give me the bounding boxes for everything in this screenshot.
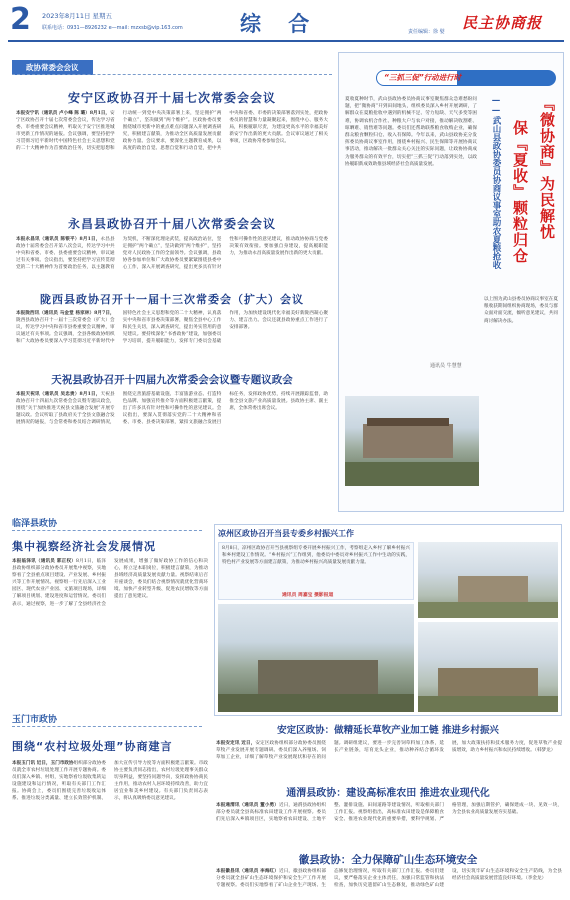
headline-anning: 安宁区政协召开十届七次常委会会议 [67, 91, 276, 105]
headline-yumen: 围绕“农村垃圾处理”协商建言 [12, 740, 173, 753]
sidebar-credit: 通讯员 牛慧慧 [430, 363, 462, 369]
article-tongwei [216, 802, 562, 846]
article-longxi [16, 310, 328, 368]
headline-yongchang: 永昌县政协召开十届八次常委会会议 [67, 217, 276, 231]
byline-longxi: 本报陇西讯（通讯员 马金堂 杨家林）8月7日， [16, 311, 115, 316]
byline-anding: 本报安定讯 近日， [216, 741, 256, 746]
editor-credit: 责任编辑：徐 嬖 [408, 29, 445, 35]
sidebar-article: 夏收夏种时节，武山县政协委员协商议事室聚焦群众急难愁盼问题，把“微协商”开到田间地头，组织委员深入乡村开展调研，了解群众在夏粮抢收中遇到的机械不足、劳力短缺、天气多变等困难，协调农机合作社、种粮大户与农户对接，推动解决收割难、晾晒难、销售难等问题。委员们还帮助联系粮食收购企业，确保群众粮食颗粒归仓、收入有保障。今年以来，武山县政协充分发挥委员协商议事室作用，围绕乡村振兴、民生保障等开展协商议事活动，推动解决一批群众关心关注的实际问题，让政协协商成为服务群众的有效平台，切实把“三抓三促”行动落到实处，以政协履职新成效助推县域经济社会高质量发展。 [345, 97, 477, 167]
text-yongchang: 永昌县政协十届常委会召开第八次会议，传达学习中共中央和省委、市委、县委重要会议精神，审议通过有关事项。会议指出，要坚持把学习宣传贯彻党的二十大精神作为首要政治任务，以主题教育为契机，不断深化理论武装，提高政治站位，坚定拥护“两个确立”，坚决做到“两个维护”，坚持党对人民政协工作的全面领导。会议强调，县政协各参加单位和广大政协委员要紧紧围绕县委中心工作，深入开展调查研究，提出更多具有针对性和可操作性的意见建议，推动政协协商与党委决策有效衔接。要加强自身建设，提高履职能力，为推动永昌高质量发展作出新的更大贡献。 [16, 237, 328, 271]
issue-date: 2023年8月11日 星期五 [42, 12, 113, 20]
text-anding: 安定区政协组织部分政协委员围绕草牧产业发展开展专题调研。委员们深入养殖场、饲草加工企业，详细了解草牧产业发展现状和存在的问题。调研组建议，要进一步完善饲草料加工体系，延长产业链条，培育龙头企业，推动种养结合循环发展，加大政策扶持和技术服务力度，促进草牧产业提质增效，助力乡村振兴和农民持续增收。（韩梦龙） [216, 741, 562, 761]
byline-linze: 本报临泽讯（通讯员 郭正权） [12, 559, 77, 564]
headline-linze: 集中视察经济社会发展情况 [12, 540, 156, 553]
text-longxi: 陇西县政协召开十一届十三次常委会（扩大）会议，传达学习中央和省市县委重要会议精神，审议通过有关事项。会议强调，全县各级政协组织和广大政协委员要深入学习贯彻习近平新时代中国特色社会主义思想和党的二十大精神，认真落实中央和省市县委决策部署，聚焦全县中心工作和民生关切，深入调查研究，提出务实管用的意见建议。要持续深化“书香政协”建设，加强委员学习培训，提升履职能力，发挥专门委员会基础作用，为加快建设现代化幸福美好新陇西凝心聚力、建言出力。会议还就县政协重点工作进行了安排部署。 [16, 311, 328, 345]
section-label-yumen: 玉门市政协 [12, 715, 58, 725]
article-linze [12, 558, 208, 658]
byline-yumen: 本报玉门讯 近日，玉门市政协 [12, 761, 74, 766]
header-rule [8, 40, 564, 42]
feature-title: 凉州区政协召开当县专委乡村振兴工作 [218, 529, 354, 538]
sidebar-subhead: ——武山县政协委员协商议事室助农夏粮抢收 [491, 96, 501, 269]
headline-longxi: 陇西县政协召开十一届十三次常委会（扩大）会议 [40, 293, 304, 306]
section-title: 综 合 [240, 12, 320, 36]
contact-info: 联系电话：0931—8926232 e—mail: mzxsb@vip.163.com [42, 25, 183, 31]
byline-yongchang: 本报永昌讯（通讯员 陈银平）8月1日， [16, 237, 101, 242]
article-tianzhu [16, 391, 328, 511]
article-anding [216, 740, 562, 778]
headline-tongwei: 通渭县政协：建设高标准农田 推进农业现代化 [286, 788, 490, 799]
newspaper-logo: 民主协商报 [462, 14, 543, 32]
feature-photo-1 [418, 542, 558, 618]
byline-huixian: 本报徽县讯（通讯员 李海红） [216, 869, 279, 874]
byline-anning: 本报安宁讯（通讯员 卢小峰 陈 璐）8月1日， [16, 111, 111, 116]
article-yumen [12, 760, 208, 888]
text-tianzhu: 天祝县政协召开十四届九次常委会会议暨专题议政会，围绕“关于加快推进天祝县文旅融合发展”开展专题议政。会议听取了县政府关于全县文旅融合发展情况的通报，与会常委和委员结合调研情况，围绕完善旅游基础设施、丰富旅游业态、打造特色品牌、加强宣传推介等方面积极建言献策，提出了许多具有针对性和可操作性的意见建议。会议指出，要深入贯彻落实党的二十大精神和省委、市委、县委决策部署，紧扣文旅融合发展目标任务，发挥政协优势，持续开展跟踪监督，助推全县文旅产业高质量发展。县政协主席、副主席，全体常委出席会议。 [16, 392, 328, 426]
feature-caption: 8月8日，凉州区政协召开当县视察组专委开展乡村振兴工作，考察组走入乡村了解乡村振兴和乡村建设工作情况。“乡村振兴”工作组到，他委员中委员对乡村振兴工作中生动的实践，特色村产业发展等方面建言献策，为推动乡村振兴高质量发展贡献力量。 [222, 546, 410, 565]
sidebar-photo-caption: 以上图为武山县委员协商议事室在夏粮收获期间组织协商现场，委员与群众面对面交流，倾听意见建议，共同商讨解决办法。 [484, 297, 558, 324]
yumen-rule [12, 726, 202, 727]
byline-tongwei: 本报通渭讯（通讯员 董小勇） [216, 803, 279, 808]
text-huixian: 近日，徽县政协组织部分委员就全县矿山生态环境保护和安全生产工作开展专题视察。委员们实地察看了矿山企业生产现场、生态修复治理情况，听取有关部门工作汇报。委员们建议，要严格落实企业主体责任，加强日常监管和执法检查，加快历史遗留矿山生态修复，推动绿色矿山建设，切实筑牢矿山生态环境和安全生产防线，为全县经济社会高质量发展营造良好环境。（李金龙） [216, 869, 562, 889]
text-tongwei: 近日，通渭县政协组织部分委员就全县高标准农田建设工作开展视察。委员们先后深入乡镇项目区，实地察看农田建设、土地平整、灌排设施、田间道路等建设情况，听取相关部门工作汇报。视察组指出，高标准农田建设是保障粮食安全、推进农业现代化的重要举措，要科学规划、严格管理，加强后期管护，确保建成一块、见效一块，为全县农业高质量发展夯实基础。 [216, 803, 562, 823]
feature-photo-2 [218, 604, 414, 712]
sidebar-photo [345, 396, 479, 486]
headline-huixian: 徽县政协：全力保障矿山生态环境安全 [298, 854, 478, 866]
section-label-linze: 临泽县政协 [12, 519, 58, 529]
text-linze: 8月1日，临泽县政协组织部分政协委员开展集中视察，实地察看了全县重点项目建设、产业发展、乡村振兴等工作开展情况。视察组一行先后深入工业园区、现代农业产业园、文旅项目现场，详细了解项目规划、建设进度和运营情况。委员们表示，通过视察，进一步了解了全县经济社会发展成果，增强了做好政协工作的信心和决心，将立足本职岗位，积极建言献策，为推动县域经济高质量发展贡献力量。视察结束后召开座谈会，委员们结合视察情况就优化营商环境、加快产业转型升级、促进农民增收等方面提出了意见建议。 [12, 559, 208, 607]
linze-rule [12, 530, 202, 531]
sidebar-headline-1: 『微协商』为民解忧 [538, 96, 556, 240]
campaign-banner-text: “三抓三促”行动进行时 [384, 73, 462, 82]
article-huixian [216, 868, 562, 896]
text-yumen: 组织部分政协委员就全市农村垃圾处理工作开展专题协商。委员们深入乡镇、村组，实地察看垃圾收集转运设施建设和运行情况，听取有关部门工作汇报。协商会上，委员们围绕完善垃圾收运体系、推进垃圾分类减量、建立长效管护机制、加大宣传引导力度等方面积极建言献策。市政协主要负责同志指出，农村垃圾处理事关群众切身利益，要坚持问题导向，发挥政协协商民主作用，推动农村人居环境持续改善，助力宜居宜业和美乡村建设。有关部门负责同志表示，将认真吸纳委员意见建议。 [12, 761, 208, 802]
text-anning: 安宁区政协召开十届七次常委会会议，传达学习省委、市委重要会议精神，听取关于安宁区推进城市更新工作情况的通报。会议强调，要坚持把学习贯彻习近平新时代中国特色社会主义思想和党的二十大精神作为首要政治任务，切实把思想和行动统一到党中央决策部署上来，坚定拥护“两个确立”，坚决做到“两个维护”。区政协委员要围绕城市更新中的重点难点问题深入开展调查研究，积极建言献策，为推动全区高质量发展贡献政协力量。会议要求，要深化主题教育成果，以高度的政治自觉、思想自觉和行动自觉，把中共中央和省委、市委的决策部署落到实处，把政协委员的智慧和力量凝聚起来，围绕中心、服务大局，积极履职尽责，为建设更高水平的幸福美好新安宁作出新的更大贡献。会议审议通过了相关事项，区政协常委参加会议。 [16, 111, 328, 152]
article-anning [16, 110, 328, 210]
sidebar-headline-2: 保『夏收』颗粒归仓 [511, 120, 529, 264]
article-yongchang [16, 236, 328, 286]
page-number: 2 [10, 2, 31, 37]
byline-tianzhu: 本报天祝讯（通讯员 吴忠贵）8月1日， [16, 392, 101, 397]
feature-photo-3 [418, 622, 558, 712]
section-tag-committee: 政协常委会会议 [12, 60, 93, 75]
headline-tianzhu: 天祝县政协召开十四届九次常委会会议暨专题议政会 [51, 374, 293, 386]
headline-anding: 安定区政协：做精延长草牧产业加工链 推进乡村振兴 [277, 725, 499, 736]
tag-rule [12, 74, 332, 75]
feature-credit: 通讯员 周嘉宝 摄影报道 [282, 592, 334, 598]
